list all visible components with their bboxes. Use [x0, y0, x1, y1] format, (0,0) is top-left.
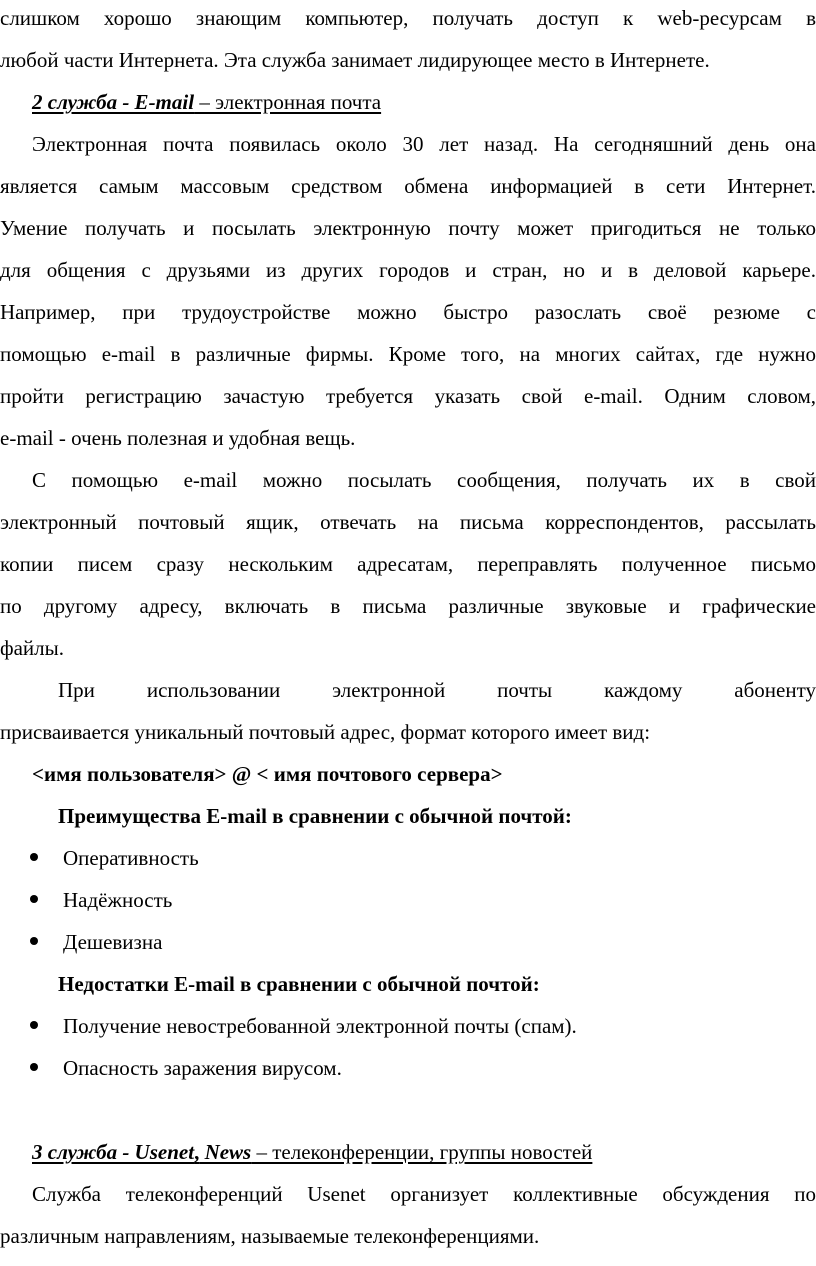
address-format: <имя пользователя> @ < имя почтового сервера> [32, 762, 503, 786]
para3-line3: копии писем сразу нескольким адресатам, переправлять полученное письмо [0, 552, 816, 576]
advantages-heading: Преимущества E-mail в сравнении с обычной почтой: [58, 804, 572, 828]
para1-line2: любой части Интернета. Эта служба занимает лидирующее место в Интернете. [0, 48, 710, 72]
service3-news: News [199, 1140, 252, 1164]
advantage-item: Надёжность [63, 888, 173, 912]
bullet-dot [30, 895, 38, 903]
advantage-item: Дешевизна [63, 930, 163, 954]
para1-line1: слишком хорошо знающим компьютер, получать доступ к web-ресурсам в [0, 6, 816, 30]
disadvantage-item: Получение невостребованной электронной почты (спам). [63, 1014, 577, 1038]
bullet-dot [30, 1021, 38, 1029]
service2-heading [32, 87, 381, 117]
para2-line1: Электронная почта появилась около 30 лет назад. На сегодняшний день она [32, 132, 816, 156]
disadvantages-heading: Недостатки E-mail в сравнении с обычной почтой: [58, 972, 540, 996]
para5-line1: Служба телеконференций Usenet организует коллективные обсуждения по [32, 1182, 816, 1206]
service2-number: 2 служба - E-mail [32, 90, 195, 114]
advantage-item: Оперативность [63, 846, 199, 870]
para3-line1: С помощью e-mail можно посылать сообщения, получать их в свой [32, 468, 816, 492]
para2-line2: является самым массовым средством обмена информацией в сети Интернет. [0, 174, 816, 198]
para3-line2: электронный почтовый ящик, отвечать на письма корреспондентов, рассылать [0, 510, 816, 534]
bullet-dot [30, 1063, 38, 1071]
bullet-dot [30, 853, 38, 861]
service3-heading [32, 1137, 592, 1167]
service3-comma: , [194, 1140, 200, 1164]
bullet-dot [30, 937, 38, 945]
para2-line3: Умение получать и посылать электронную почту может пригодиться не только [0, 216, 816, 240]
para4-line2: присваивается уникальный почтовый адрес, формат которого имеет вид: [0, 720, 651, 744]
para2-line5: Например, при трудоустройстве можно быстро разослать своё резюме с [0, 300, 816, 324]
para2-line4: для общения с друзьями из других городов и стран, но и в деловой карьере. [0, 258, 816, 282]
para3-line5: файлы. [0, 636, 65, 660]
service2-title: – электронная почта [194, 90, 382, 114]
para2-line8: e-mail - очень полезная и удобная вещь. [0, 426, 356, 450]
para2-line7: пройти регистрацию зачастую требуется указать свой e-mail. Одним словом, [0, 384, 816, 408]
para3-line4: по другому адресу, включать в письма различные звуковые и графические [0, 594, 816, 618]
service3-number: 3 служба - Usenet [32, 1140, 195, 1164]
service3-title: – телеконференции, группы новостей [251, 1140, 593, 1164]
para5-line2: различным направлениям, называемые телеконференциями. [0, 1224, 540, 1248]
para2-line6: помощью e-mail в различные фирмы. Кроме того, на многих сайтах, где нужно [0, 342, 816, 366]
para4-line1: При использовании электронной почты каждому абоненту [58, 678, 816, 702]
disadvantage-item: Опасность заражения вирусом. [63, 1056, 342, 1080]
